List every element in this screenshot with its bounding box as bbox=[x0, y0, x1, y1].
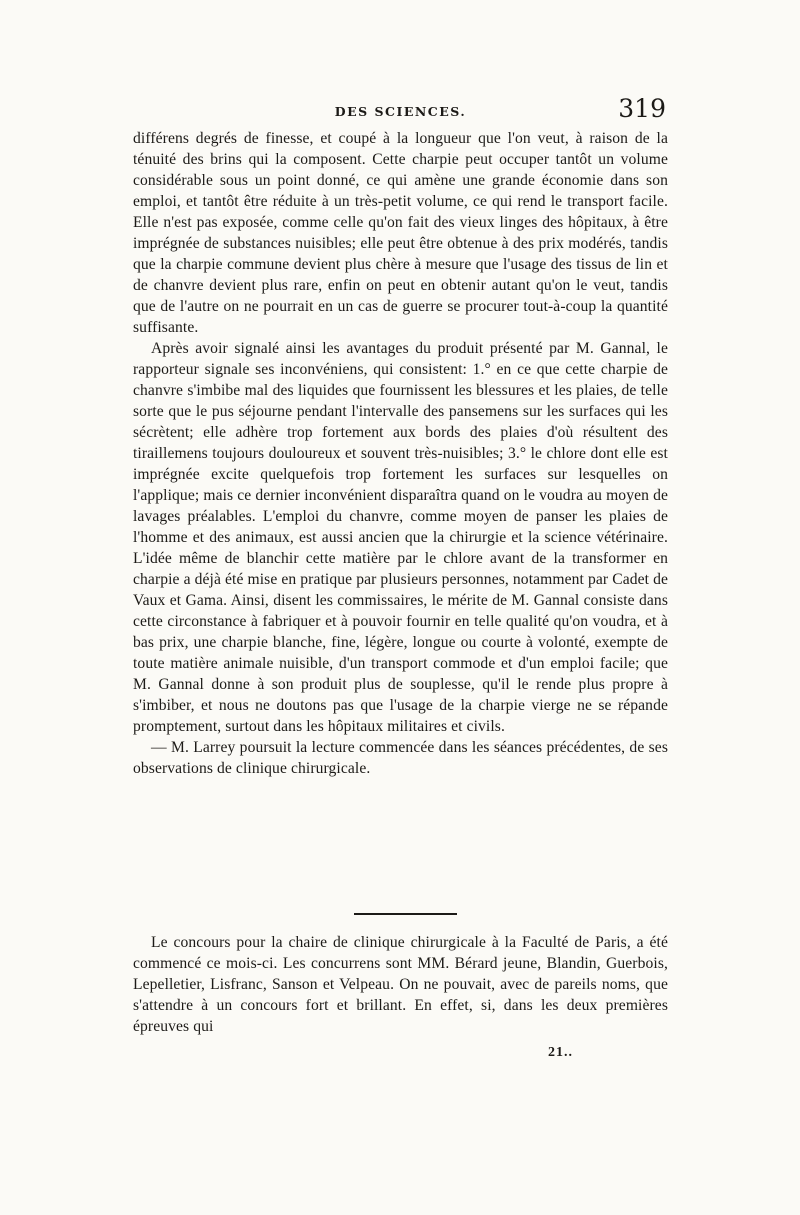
main-text bbox=[133, 128, 668, 779]
paragraph-report-inconveniences: Après avoir signalé ainsi les avantages du produit présenté par M. Gannal, le rapporteur signale ses inconvéniens, qui consistent: 1.° en ce que cette charpie de chanvre s'imbibe mal des liquides que fournissent les blessures et les plaies, de telle sorte que le pus séjourne pendant l'intervalle des pansemens sur les surfaces qui les sécrètent; elle adhère trop fortement aux bords des plaies d'où résultent des tiraillemens toujours douloureux et souvent très-nuisibles; 3.° le chlore dont elle est imprégnée excite quelquefois trop fortement les surfaces sur lesquelles on l'applique; mais ce dernier inconvénient disparaîtra quand on le voudra au moyen de lavages préalables. L'emploi du chanvre, comme moyen de panser les plaies de l'homme et des animaux, est aussi ancien que la chirurgie et la science vétérinaire. L'idée même de blanchir cette matière par le chlore avant de la transformer en charpie a déjà été mise en pratique par plusieurs personnes, notamment par Cadet de Vaux et Gama. Ainsi, disent les commissaires, le mérite de M. Gannal consiste dans cette circonstance à fabriquer et à pouvoir fournir en telle qualité qu'on voudra, et à bas prix, une charpie blanche, fine, légère, longue ou courte à volonté, exempte de toute matière animale nuisible, d'un transport commode et d'un emploi facile; que M. Gannal donne à son produit plus de souplesse, qu'il le rende plus propre à s'imbiber, et nous ne doutons pas que l'usage de la charpie vierge ne se répande promptement, surtout dans les hôpitaux militaires et civils. bbox=[133, 340, 668, 735]
page-number: 319 bbox=[618, 94, 666, 123]
paragraph-charpie-advantages: différens degrés de finesse, et coupé à la longueur que l'on veut, à raison de la ténuité des brins qui la composent. Cette charpie peut occuper tantôt un volume considérable sous un point donné, ce qui amène une grande économie dans son emploi, et tantôt être réduite à un très-petit volume, ce qui rend le transport facile. Elle n'est pas exposée, comme celle qu'on fait des vieux linges des hôpitaux, à être imprégnée de substances nuisibles; elle peut être obtenue à des prix modérés, tandis que la charpie commune devient plus chère à mesure que l'usage des tissus de lin et de chanvre devient plus rare, enfin on peut en obtenir autant qu'on le veut, tandis que de l'autre on ne pourrait en un cas de guerre se procurer tout-à-coup la quantité suffisante. bbox=[133, 130, 668, 336]
concours-section bbox=[133, 932, 668, 1037]
paragraph-larrey: — M. Larrey poursuit la lecture commencée dans les séances précédentes, de ses observations de clinique chirurgicale. bbox=[133, 739, 668, 777]
printer-signature-mark: 21.. bbox=[548, 1045, 573, 1060]
section-divider bbox=[354, 913, 457, 915]
running-head bbox=[133, 94, 668, 128]
paragraph-concours: Le concours pour la chaire de clinique chirurgicale à la Faculté de Paris, a été commencé ce mois-ci. Les concurrens sont MM. Bérard jeune, Blandin, Guerbois, Lepelletier, Lisfranc, Sanson et Velpeau. On ne pouvait, avec de pareils noms, que s'attendre à un concours fort et brillant. En effet, si, dans les deux premières épreuves qui bbox=[133, 934, 668, 1035]
running-title: DES SCIENCES. bbox=[334, 104, 467, 119]
